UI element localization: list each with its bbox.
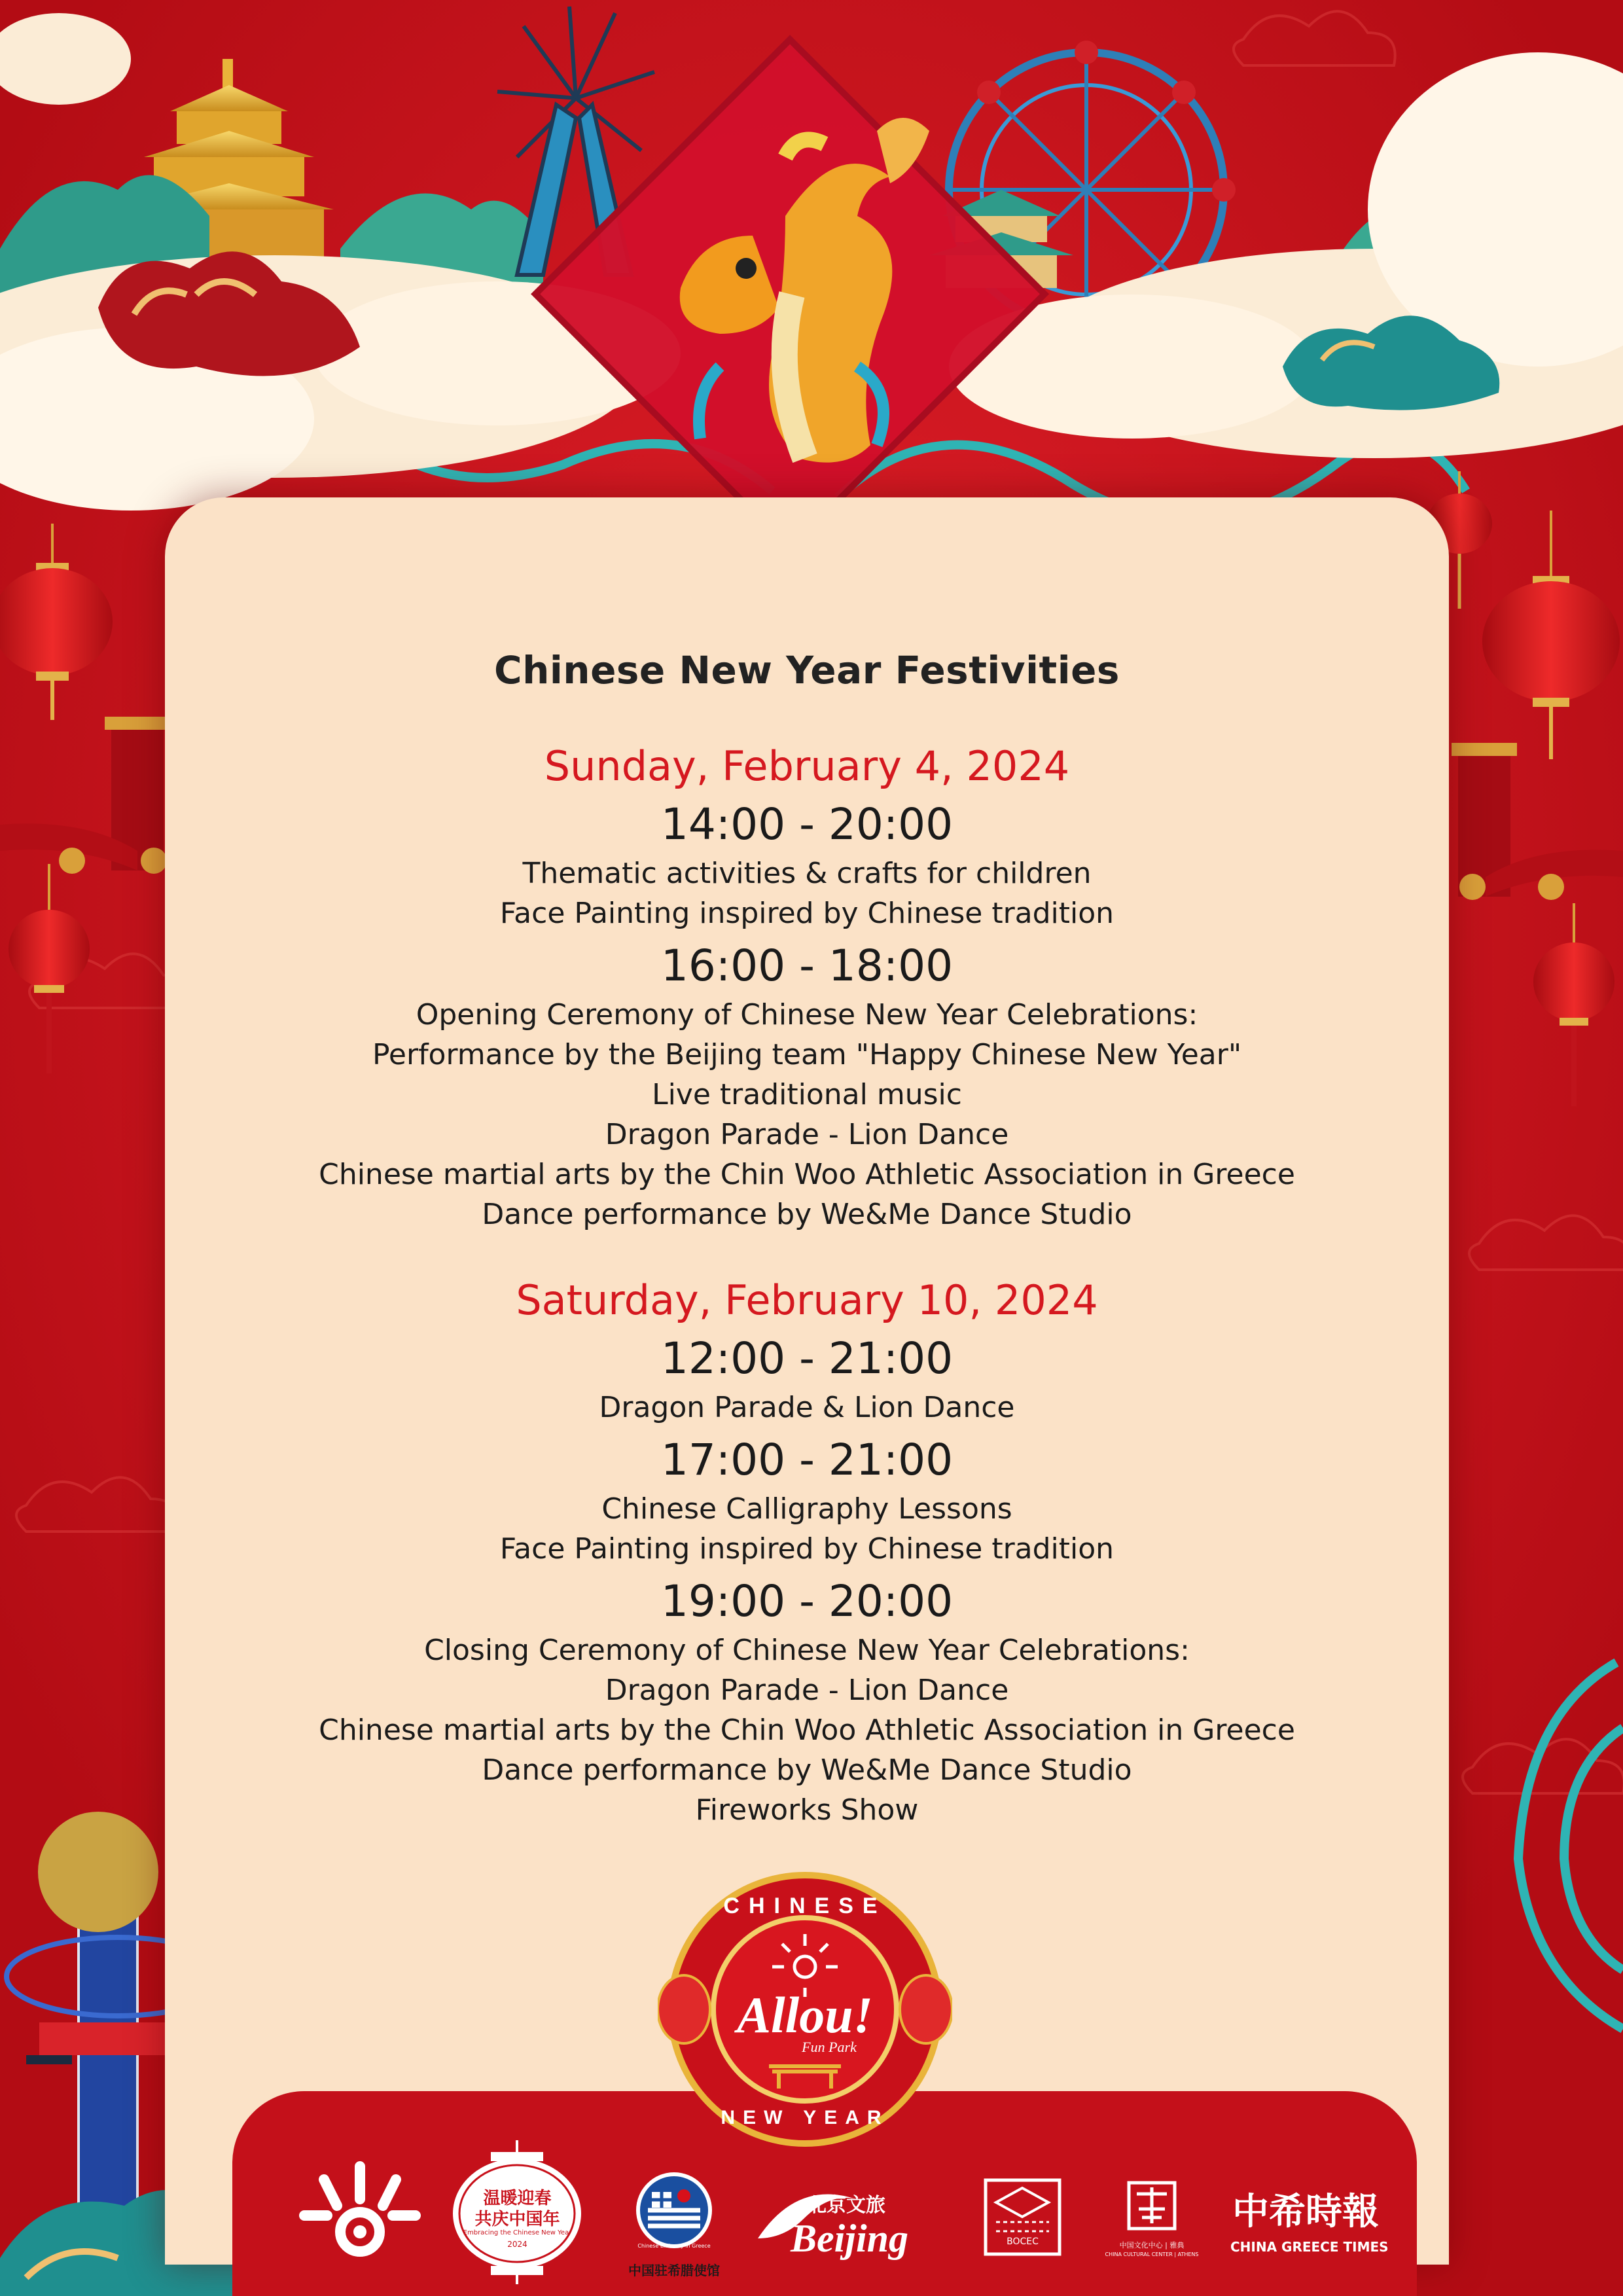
activity-item: Closing Ceremony of Chinese New Year Celebrations: — [424, 1634, 1190, 1667]
activity-item: Chinese martial arts by the Chin Woo Athletic Association in Greece — [319, 1158, 1295, 1191]
time-slot: 16:00 - 18:00 — [660, 941, 954, 991]
activity-item: Fireworks Show — [695, 1793, 919, 1827]
allou-logo-text: Allou! — [736, 1986, 874, 2043]
lantern-campaign-logo — [450, 2140, 584, 2284]
times-cn-label: 中希時報 — [1232, 2190, 1379, 2233]
lantern-line-1: 温暖迎春 — [483, 2189, 552, 2208]
lantern-year: 2024 — [507, 2240, 527, 2249]
emblem-top-text: CHINESE — [723, 1893, 887, 1918]
emblem-bottom-text: NEW YEAR — [721, 2107, 889, 2128]
activity-item: Chinese martial arts by the Chin Woo Athletic Association in Greece — [319, 1713, 1295, 1747]
lantern-icon — [658, 1975, 710, 2043]
cultural-center-en: CHINA CULTURAL CENTER | ATHENS — [1105, 2251, 1199, 2257]
cultural-center-seal-icon — [1103, 2179, 1201, 2238]
bocec-logo — [982, 2176, 1063, 2261]
activity-item: Dragon Parade - Lion Dance — [605, 1118, 1009, 1151]
lantern-line-3: Embracing the Chinese New Year — [463, 2229, 572, 2236]
embassy-label: 中国驻希腊使馆 — [628, 2263, 720, 2278]
time-slot: 12:00 - 21:00 — [660, 1333, 954, 1384]
day-date: Sunday, February 4, 2024 — [544, 742, 1070, 790]
time-slot: 14:00 - 20:00 — [660, 799, 954, 850]
china-cultural-center-logo — [1103, 2179, 1201, 2265]
embassy-emblem-icon — [622, 2170, 726, 2255]
fun-park-text: Fun Park — [802, 2039, 857, 2055]
activity-item: Face Painting inspired by Chinese tradition — [499, 897, 1115, 930]
beijing-cn-label: 北京文旅 — [807, 2194, 885, 2217]
schedule-content — [165, 648, 1449, 1830]
chinese-new-year-emblem — [658, 1869, 952, 2150]
activity-item: Dragon Parade - Lion Dance — [605, 1674, 1009, 1707]
china-greece-times-logo — [1230, 2183, 1389, 2261]
activity-item: Dance performance by We&Me Dance Studio — [482, 1198, 1132, 1231]
lantern-icon — [900, 1975, 952, 2043]
embassy-logo — [622, 2170, 726, 2278]
cultural-center-cn: 中国文化中心 | 雅典 — [1119, 2241, 1185, 2250]
activity-item: Thematic activities & crafts for children — [522, 857, 1092, 890]
activity-item: Dance performance by We&Me Dance Studio — [482, 1753, 1132, 1787]
bocec-label: BOCEC — [1007, 2236, 1039, 2247]
page-title: Chinese New Year Festivities — [494, 648, 1120, 692]
time-slot: 17:00 - 21:00 — [660, 1435, 954, 1485]
activity-item: Dragon Parade & Lion Dance — [599, 1391, 1015, 1424]
activity-item: Chinese Calligraphy Lessons — [601, 1492, 1012, 1526]
activity-item: Opening Ceremony of Chinese New Year Celebrations: — [416, 998, 1198, 1031]
time-slot: 19:00 - 20:00 — [660, 1576, 954, 1626]
lantern-line-2: 共庆中国年 — [474, 2210, 560, 2229]
day-date: Saturday, February 10, 2024 — [516, 1276, 1098, 1324]
times-en-label: CHINA GREECE TIMES — [1230, 2239, 1389, 2255]
activity-item: Performance by the Beijing team "Happy Chinese New Year" — [372, 1038, 1242, 1071]
beijing-label: Beijing — [791, 2217, 909, 2260]
embassy-sub-label: Chinese Embassy in Greece — [637, 2243, 711, 2249]
activity-item: Face Painting inspired by Chinese tradition — [499, 1532, 1115, 1566]
activity-item: Live traditional music — [652, 1078, 962, 1111]
festival-symbol-logo — [298, 2160, 422, 2265]
beijing-logo — [751, 2179, 938, 2271]
